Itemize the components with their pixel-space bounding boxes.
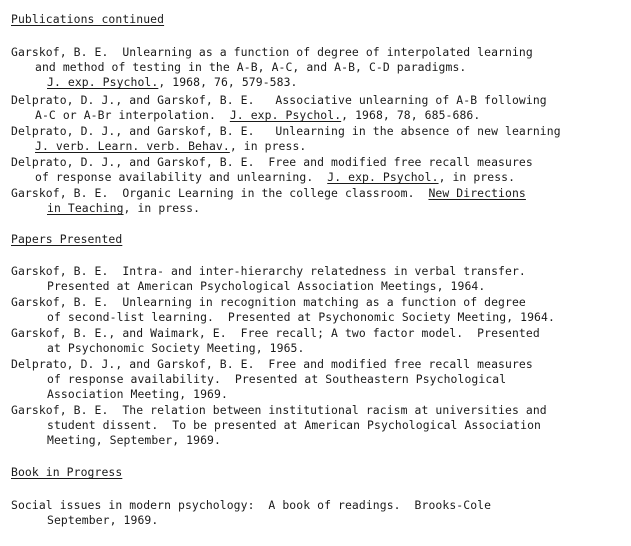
journal-name: J. exp. Psychol.: [229, 108, 342, 122]
paper-entry-2-line-2: of second-list learning. Presented at Psychonomic Society Meeting, 1964.: [47, 310, 555, 324]
citation-detail: , 1968, 76, 579-583.: [158, 75, 298, 89]
citation-detail: , in press.: [438, 170, 516, 184]
journal-name: J. verb. Learn. verb. Behav.: [35, 139, 230, 153]
section-heading-papers: Papers Presented: [11, 232, 123, 246]
journal-name: J. exp. Psychol.: [327, 170, 439, 184]
publication-entry-5-line-1: [11, 187, 526, 200]
journal-name: in Teaching: [47, 201, 124, 215]
publication-entry-5-line-2: [47, 202, 200, 215]
citation-text: of response availability and unlearning.: [35, 170, 328, 184]
paper-entry-4-line-1: Delprato, D. J., and Garskof, B. E. Free and modified free recall measures: [11, 357, 533, 371]
paper-entry-1-line-1: Garskof, B. E. Intra- and inter-hierarchy relatedness in verbal transfer.: [11, 264, 526, 278]
publication-entry-4-line-1: Delprato, D. J., and Garskof, B. E. Free and modified free recall measures: [11, 155, 533, 169]
paper-entry-5-line-1: Garskof, B. E. The relation between institutional racism at universities and: [11, 403, 547, 417]
citation-text: A-C or A-Br interpolation.: [35, 108, 230, 122]
paper-entry-1-line-2: Presented at American Psychological Association Meetings, 1964.: [47, 279, 486, 293]
paper-entry-5-line-2: student dissent. To be presented at American Psychological Association: [47, 418, 541, 432]
journal-name: J. exp. Psychol.: [47, 75, 159, 89]
publication-entry-3-line-2: [35, 140, 306, 153]
citation-detail: , 1968, 78, 685-686.: [341, 108, 481, 122]
publication-entry-1-line-1: Garskof, B. E. Unlearning as a function of degree of interpolated learning: [11, 45, 533, 59]
publication-entry-2-line-1: Delprato, D. J., and Garskof, B. E. Associative unlearning of A-B following: [11, 93, 547, 107]
paper-entry-5-line-3: Meeting, September, 1969.: [47, 433, 221, 447]
journal-name: New Directions: [428, 186, 526, 200]
publication-entry-2-line-2: [35, 109, 480, 122]
book-entry-line-1: Social issues in modern psychology: A book of readings. Brooks-Cole: [11, 498, 492, 512]
publication-entry-1-line-2: and method of testing in the A-B, A-C, and A-B, C-D paradigms.: [35, 60, 467, 74]
citation-detail: , in press.: [123, 201, 201, 215]
paper-entry-4-line-2: of response availability. Presented at Southeastern Psychological: [47, 372, 507, 386]
book-entry-line-2: September, 1969.: [47, 513, 159, 527]
publication-entry-1-line-3: [47, 76, 297, 89]
publication-entry-4-line-2: [35, 171, 515, 184]
citation-text: Garskof, B. E. Organic Learning in the college classroom.: [11, 186, 429, 200]
paper-entry-3-line-1: Garskof, B. E., and Waimark, E. Free recall; A two factor model. Presented: [11, 326, 540, 340]
paper-entry-2-line-1: Garskof, B. E. Unlearning in recognition matching as a function of degree: [11, 295, 526, 309]
section-heading-publications: Publications continued: [11, 12, 165, 26]
citation-detail: , in press.: [229, 139, 307, 153]
section-heading-book: Book in Progress: [11, 465, 123, 479]
paper-entry-4-line-3: Association Meeting, 1969.: [47, 387, 228, 401]
paper-entry-3-line-2: at Psychonomic Society Meeting, 1965.: [47, 341, 305, 355]
publication-entry-3-line-1: Delprato, D. J., and Garskof, B. E. Unlearning in the absence of new learning: [11, 124, 561, 138]
